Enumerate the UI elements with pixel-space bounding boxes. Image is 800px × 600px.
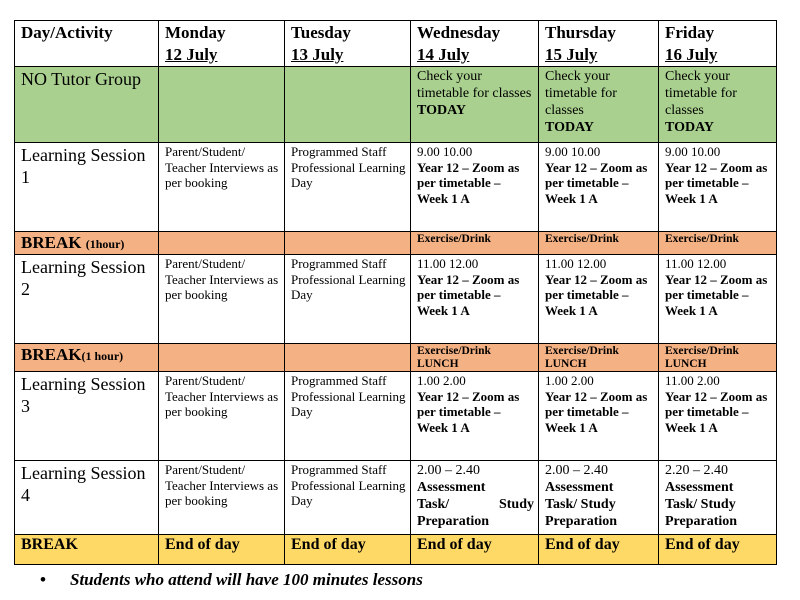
end-of-day: End of day xyxy=(411,535,539,565)
tuesday-pl-day: Programmed Staff Professional Learning Day xyxy=(285,255,411,344)
break-row-1 xyxy=(15,232,777,255)
tutor-cell-tuesday xyxy=(285,67,411,143)
break-activity: Exercise/Drink LUNCH xyxy=(659,344,777,372)
session-cell: 11.00 12.00 Year 12 – Zoom as per timetable – Week 1 A xyxy=(659,255,777,344)
tutor-cell-friday: Check your timetable for classes TODAY xyxy=(659,67,777,143)
tutor-group-label: NO Tutor Group xyxy=(15,67,159,143)
break-activity: Exercise/Drink xyxy=(539,232,659,255)
session-row-2 xyxy=(15,255,777,344)
tutor-cell-wednesday: Check your timetable for classes TODAY xyxy=(411,67,539,143)
assessment-cell: 2.00 – 2.40 Assessment Task/ Study Preparation xyxy=(539,461,659,535)
tutor-group-row xyxy=(15,67,777,143)
tuesday-pl-day: Programmed Staff Professional Learning Day xyxy=(285,461,411,535)
day-header-friday: Friday 16 July xyxy=(659,21,777,67)
footnote xyxy=(40,570,423,590)
session-cell: 11.00 2.00 Year 12 – Zoom as per timetable – Week 1 A xyxy=(659,372,777,461)
final-break-label: BREAK xyxy=(15,535,159,565)
day-header-thursday: Thursday 15 July xyxy=(539,21,659,67)
session-label: Learning Session 4 xyxy=(15,461,159,535)
break-row-2 xyxy=(15,344,777,372)
session-cell: 9.00 10.00 Year 12 – Zoom as per timetable – Week 1 A xyxy=(411,143,539,232)
monday-interviews: Parent/Student/ Teacher Interviews as per booking xyxy=(159,255,285,344)
session-row-1 xyxy=(15,143,777,232)
end-of-day: End of day xyxy=(659,535,777,565)
day-header-wednesday: Wednesday 14 July xyxy=(411,21,539,67)
end-of-day: End of day xyxy=(539,535,659,565)
timetable xyxy=(14,20,777,565)
tuesday-pl-day: Programmed Staff Professional Learning Day xyxy=(285,143,411,232)
break-activity: Exercise/Drink LUNCH xyxy=(539,344,659,372)
day-header-tuesday: Tuesday 13 July xyxy=(285,21,411,67)
session-cell: 11.00 12.00 Year 12 – Zoom as per timetable – Week 1 A xyxy=(411,255,539,344)
break-cell-tuesday xyxy=(285,232,411,255)
monday-interviews: Parent/Student/ Teacher Interviews as per booking xyxy=(159,461,285,535)
session-label: Learning Session 3 xyxy=(15,372,159,461)
end-of-day: End of day xyxy=(285,535,411,565)
break-cell-monday xyxy=(159,232,285,255)
break-label: BREAK (1hour) xyxy=(15,232,159,255)
tutor-cell-thursday: Check your timetable for classes TODAY xyxy=(539,67,659,143)
tuesday-pl-day: Programmed Staff Professional Learning Day xyxy=(285,372,411,461)
header-row xyxy=(15,21,777,67)
tutor-cell-monday xyxy=(159,67,285,143)
break-activity: Exercise/Drink xyxy=(411,232,539,255)
break-activity: Exercise/Drink LUNCH xyxy=(411,344,539,372)
session-cell: 9.00 10.00 Year 12 – Zoom as per timetable – Week 1 A xyxy=(659,143,777,232)
monday-interviews: Parent/Student/ Teacher Interviews as per booking xyxy=(159,143,285,232)
session-cell: 1.00 2.00 Year 12 – Zoom as per timetable – Week 1 A xyxy=(539,372,659,461)
monday-interviews: Parent/Student/ Teacher Interviews as per booking xyxy=(159,372,285,461)
session-label: Learning Session 2 xyxy=(15,255,159,344)
session-cell: 9.00 10.00 Year 12 – Zoom as per timetable – Week 1 A xyxy=(539,143,659,232)
break-cell-tuesday xyxy=(285,344,411,372)
break-activity: Exercise/Drink xyxy=(659,232,777,255)
session-cell: 1.00 2.00 Year 12 – Zoom as per timetable – Week 1 A xyxy=(411,372,539,461)
session-row-4 xyxy=(15,461,777,535)
end-row xyxy=(15,535,777,565)
session-row-3 xyxy=(15,372,777,461)
session-cell: 11.00 12.00 Year 12 – Zoom as per timetable – Week 1 A xyxy=(539,255,659,344)
bullet-icon: • xyxy=(40,570,46,589)
day-header-monday: Monday 12 July xyxy=(159,21,285,67)
assessment-cell: 2.00 – 2.40 Assessment Task/ Study Preparation xyxy=(411,461,539,535)
break-label: BREAK(1 hour) xyxy=(15,344,159,372)
footnote-text: Students who attend will have 100 minutes lessons xyxy=(70,570,423,589)
break-cell-monday xyxy=(159,344,285,372)
assessment-cell: 2.20 – 2.40 Assessment Task/ Study Preparation xyxy=(659,461,777,535)
session-label: Learning Session 1 xyxy=(15,143,159,232)
end-of-day: End of day xyxy=(159,535,285,565)
corner-header: Day/Activity xyxy=(15,21,159,67)
